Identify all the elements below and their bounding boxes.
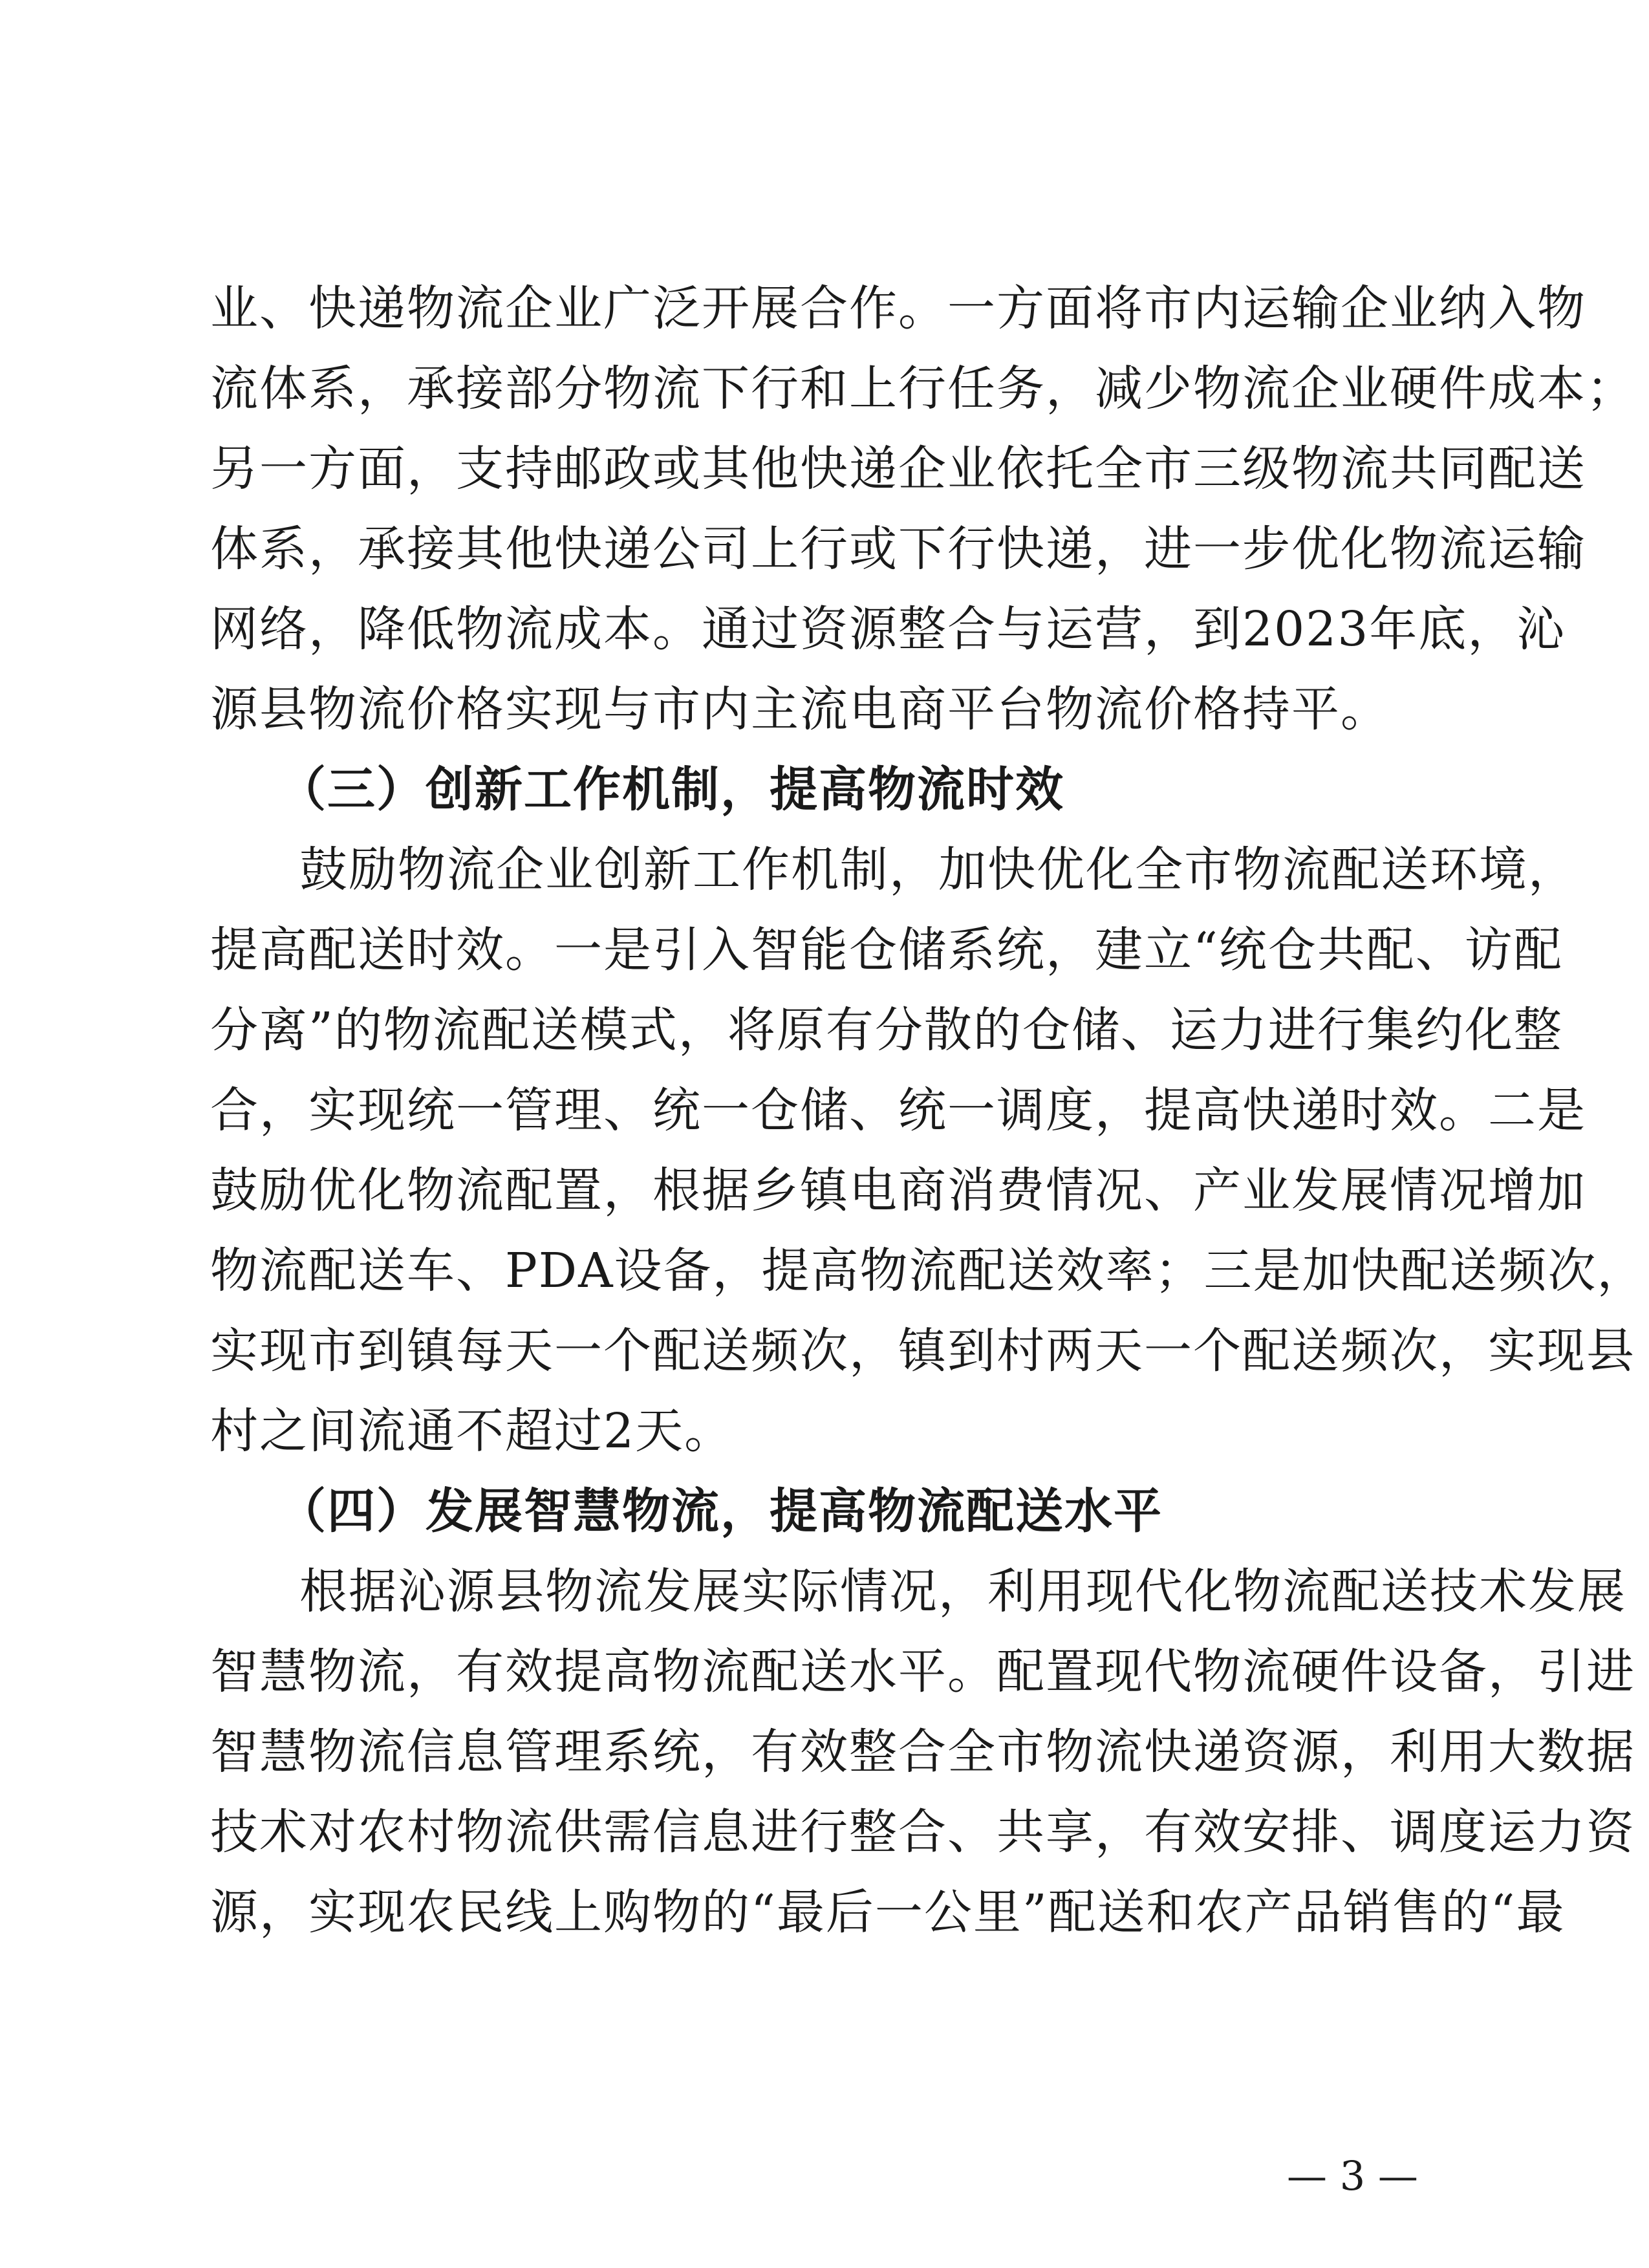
paragraph-line: 鼓励优化物流配置，根据乡镇电商消费情况、产业发展情况增加 <box>210 1163 1586 1218</box>
page-number: — 3 — <box>1287 2152 1418 2199</box>
paragraph-line: 村之间流通不超过2天。 <box>210 1403 734 1459</box>
paragraph-line: 体系，承接其他快递公司上行或下行快递，进一步优化物流运输 <box>210 521 1586 577</box>
paragraph-line: 根据沁源县物流发展实际情况，利用现代化物流配送技术发展 <box>299 1564 1626 1619</box>
paragraph-line: 业、快递物流企业广泛开展合作。一方面将市内运输企业纳入物 <box>210 281 1586 336</box>
paragraph-line: 源县物流价格实现与市内主流电商平台物流价格持平。 <box>210 682 1390 737</box>
section-heading-3: （三）创新工作机制，提高物流时效 <box>278 762 1064 817</box>
paragraph-line: 网络，降低物流成本。通过资源整合与运营，到2023年底，沁 <box>210 601 1566 657</box>
paragraph-line: 另一方面，支持邮政或其他快递企业依托全市三级物流共同配送 <box>210 441 1586 497</box>
paragraph-line: 实现市到镇每天一个配送频次，镇到村两天一个配送频次，实现县 <box>210 1323 1635 1379</box>
paragraph-line: 鼓励物流企业创新工作机制，加快优化全市物流配送环境， <box>299 842 1577 898</box>
section-heading-4: （四）发展智慧物流，提高物流配送水平 <box>278 1484 1163 1539</box>
paragraph-line: 提高配送时效。一是引入智能仓储系统，建立“统仓共配、访配 <box>210 922 1563 978</box>
paragraph-line: 分离”的物流配送模式，将原有分散的仓储、运力进行集约化整 <box>210 1002 1563 1058</box>
paragraph-line: 技术对农村物流供需信息进行整合、共享，有效安排、调度运力资 <box>210 1804 1635 1860</box>
paragraph-line: 智慧物流信息管理系统，有效整合全市物流快递资源，利用大数据 <box>210 1724 1635 1780</box>
paragraph-line: 流体系，承接部分物流下行和上行任务，减少物流企业硬件成本； <box>210 361 1635 416</box>
paragraph-line: 智慧物流，有效提高物流配送水平。配置现代物流硬件设备，引进 <box>210 1644 1635 1700</box>
paragraph-line: 合，实现统一管理、统一仓储、统一调度，提高快递时效。二是 <box>210 1083 1586 1138</box>
paragraph-line: 物流配送车、PDA设备，提高物流配送效率；三是加快配送频次， <box>210 1243 1646 1299</box>
paragraph-line: 源，实现农民线上购物的“最后一公里”配送和农产品销售的“最 <box>210 1885 1566 1940</box>
